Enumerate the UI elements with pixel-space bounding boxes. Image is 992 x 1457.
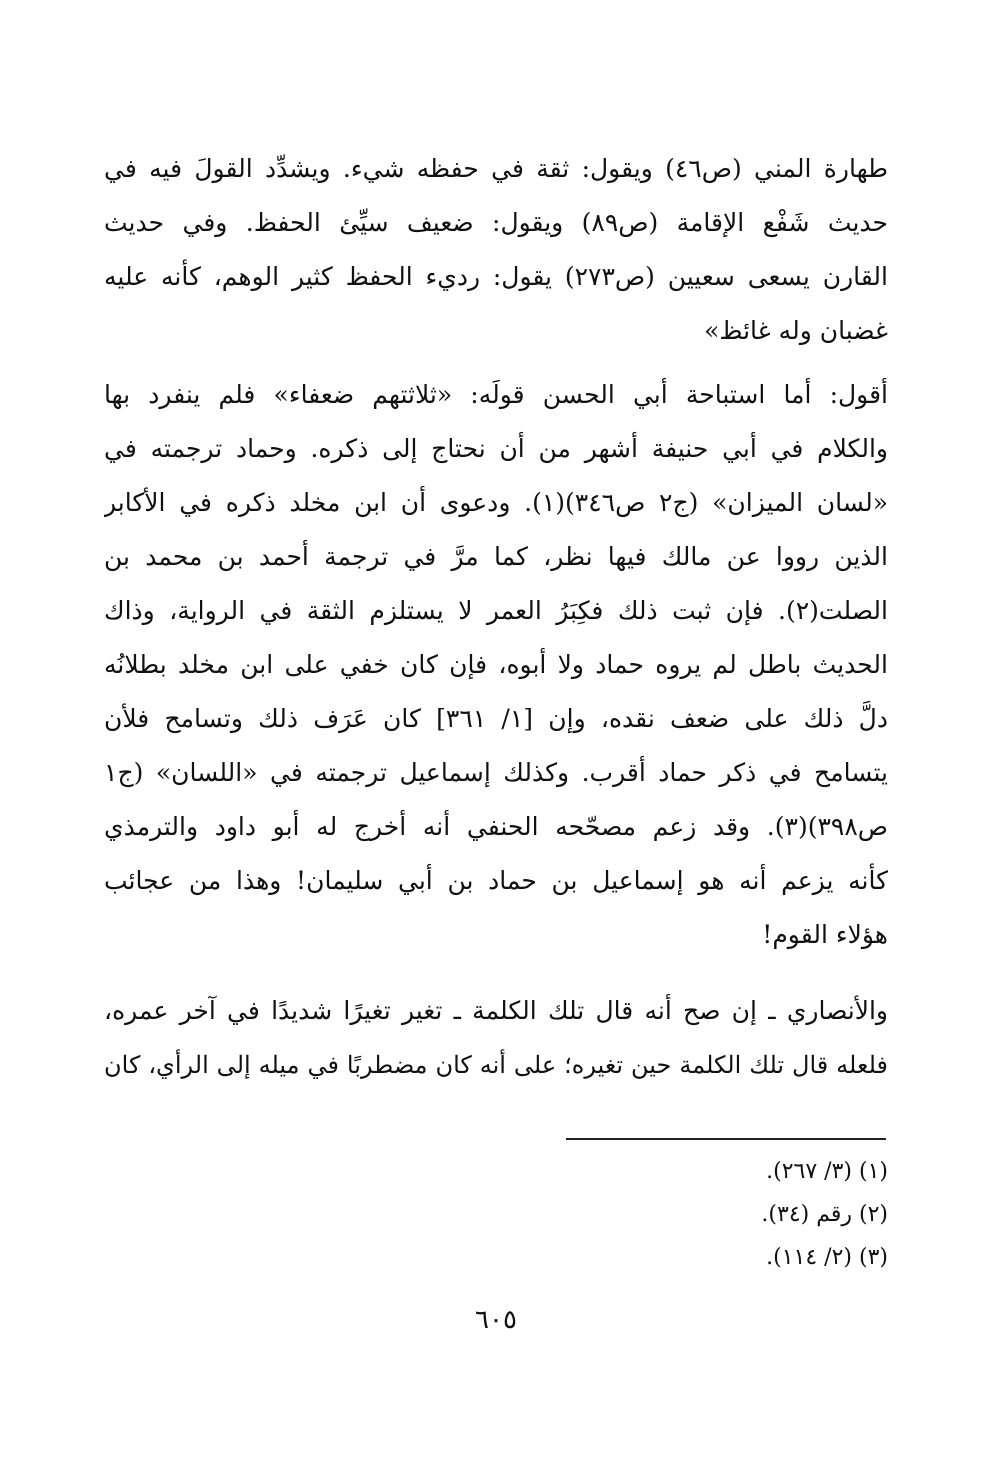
text-line: طهارة المني (ص٤٦) ويقول: ثقة في حفظه شيء. ويشدِّد القولَ فيه في [104,154,888,183]
text-line: الذين رووا عن مالك فيها نظر، كما مرَّ في ترجمة أحمد بن محمد بن [104,542,888,571]
text-line: أقول: أما استباحة أبي الحسن قولَه: «ثلاثتهم ضعفاء» فلم ينفرد بها [104,380,888,409]
footnote: (١) (٣/ ٢٦٧). [766,1159,888,1184]
paragraph-2 [104,368,888,962]
text-line: والأنصاري ـ إن صح أنه قال تلك الكلمة ـ تغير تغيرًا شديدًا في آخر عمره، [104,996,888,1025]
text-line: والكلام في أبي حنيفة أشهر من أن نحتاج إلى ذكره. وحماد ترجمته في [104,434,888,463]
footnote-separator [566,1138,886,1140]
text-line: «لسان الميزان» (ج٢ ص٣٤٦)(١). ودعوى أن ابن مخلد ذكره في الأكابر [104,488,888,517]
text-line: الصلت(٢). فإن ثبت ذلك فكِبَرُ العمر لا يستلزم الثقة في الرواية، وذاك [104,596,888,625]
paragraph-3 [104,984,888,1092]
text-line: غضبان وله غائظ» [704,316,888,345]
text-line: هؤلاء القوم! [762,920,888,949]
text-line: ص٣٩٨)(٣). وقد زعم مصحّحه الحنفي أنه أخرج له أبو داود والترمذي [104,812,888,841]
footnotes [104,1150,888,1279]
page-number: ٦٠٥ [475,1305,517,1335]
text-line: فلعله قال تلك الكلمة حين تغيره؛ على أنه كان مضطربًا في ميله إلى الرأي، كان [104,1051,888,1079]
text-line: القارن يسعى سعيين (ص٢٧٣) يقول: رديء الحفظ كثير الوهم، كأنه عليه [104,262,888,291]
text-line: الحديث باطل لم يروه حماد ولا أبوه، فإن كان خفي على ابن مخلد بطلانُه [104,650,888,679]
text-line: دلَّ ذلك على ضعف نقده، وإن [١/ ٣٦١] كان عَرَف ذلك وتسامح فلأن [104,704,888,733]
footnote: (٣) (٢/ ١١٤). [766,1245,888,1270]
footnote: (٢) رقم (٣٤). [761,1202,888,1227]
text-line: كأنه يزعم أنه هو إسماعيل بن حماد بن أبي سليمان! وهذا من عجائب [104,866,888,895]
paragraph-1 [104,142,888,358]
text-line: يتسامح في ذكر حماد أقرب. وكذلك إسماعيل ترجمته في «اللسان» (ج١ [104,758,888,787]
text-line: حديث شَفْع الإقامة (ص٨٩) ويقول: ضعيف سيِّئ الحفظ. وفي حديث [104,208,888,237]
